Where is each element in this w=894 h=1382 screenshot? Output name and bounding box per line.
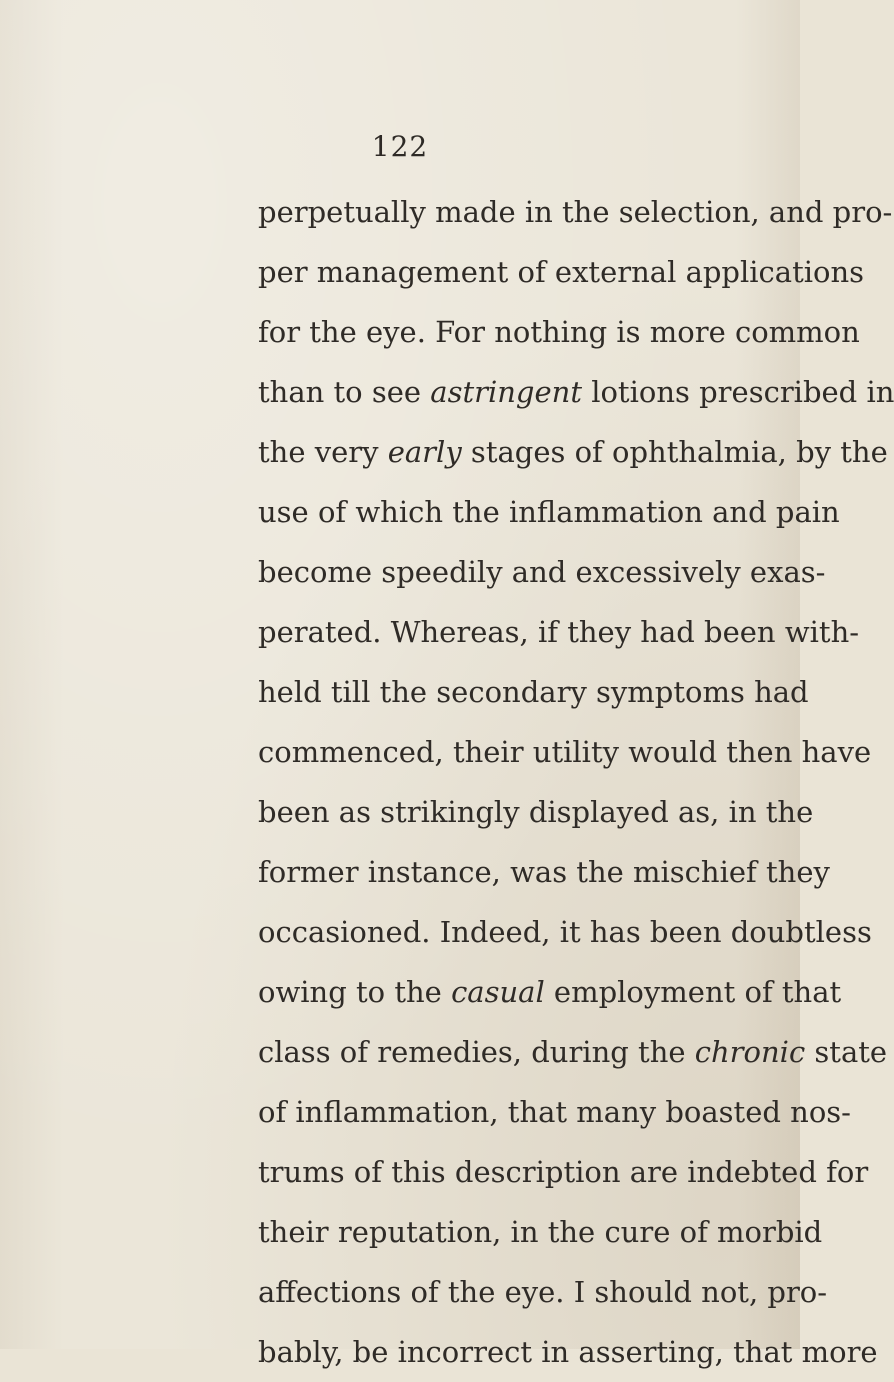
text-line: for the eye. For nothing is more common bbox=[258, 315, 860, 349]
text-line: been as strikingly displayed as, in the bbox=[258, 795, 814, 829]
italic-word: early bbox=[387, 435, 462, 469]
text-line: their reputation, in the cure of morbid bbox=[258, 1215, 823, 1249]
text-line bbox=[258, 962, 842, 1022]
text-run: employment of that bbox=[544, 975, 842, 1009]
text-line bbox=[258, 422, 888, 482]
italic-word: chronic bbox=[694, 1035, 806, 1069]
text-run: owing to the bbox=[258, 975, 452, 1009]
body-text bbox=[258, 182, 894, 1382]
text-line: bably, be incorrect in asserting, that more bbox=[258, 1335, 878, 1369]
text-line: use of which the inflammation and pain bbox=[258, 495, 840, 529]
text-run: the very bbox=[258, 435, 388, 469]
text-line: become speedily and excessively exas- bbox=[258, 555, 826, 589]
text-run: stages of ophthalmia, by the bbox=[461, 435, 888, 469]
text-run: class of remedies, during the bbox=[258, 1035, 695, 1069]
text-run: lotions prescribed in bbox=[581, 375, 894, 409]
italic-word: casual bbox=[451, 975, 545, 1009]
text-line: occasioned. Indeed, it has been doubtless bbox=[258, 915, 872, 949]
text-line: perpetually made in the selection, and pro- bbox=[258, 195, 893, 229]
page-number: 122 bbox=[371, 130, 429, 163]
text-run: state bbox=[805, 1035, 888, 1069]
text-line: per management of external applications bbox=[258, 255, 865, 289]
text-line: trums of this description are indebted for bbox=[258, 1155, 869, 1189]
text-line: affections of the eye. I should not, pro- bbox=[258, 1275, 828, 1309]
text-line bbox=[258, 1022, 888, 1082]
text-line: held till the secondary symptoms had bbox=[258, 675, 809, 709]
text-line: commenced, their utility would then have bbox=[258, 735, 872, 769]
text-line: of inflammation, that many boasted nos- bbox=[258, 1095, 851, 1129]
text-line: perated. Whereas, if they had been with- bbox=[258, 615, 860, 649]
italic-word: astringent bbox=[430, 375, 582, 409]
text-line: former instance, was the mischief they bbox=[258, 855, 830, 889]
text-line bbox=[258, 362, 894, 422]
text-run: than to see bbox=[258, 375, 431, 409]
